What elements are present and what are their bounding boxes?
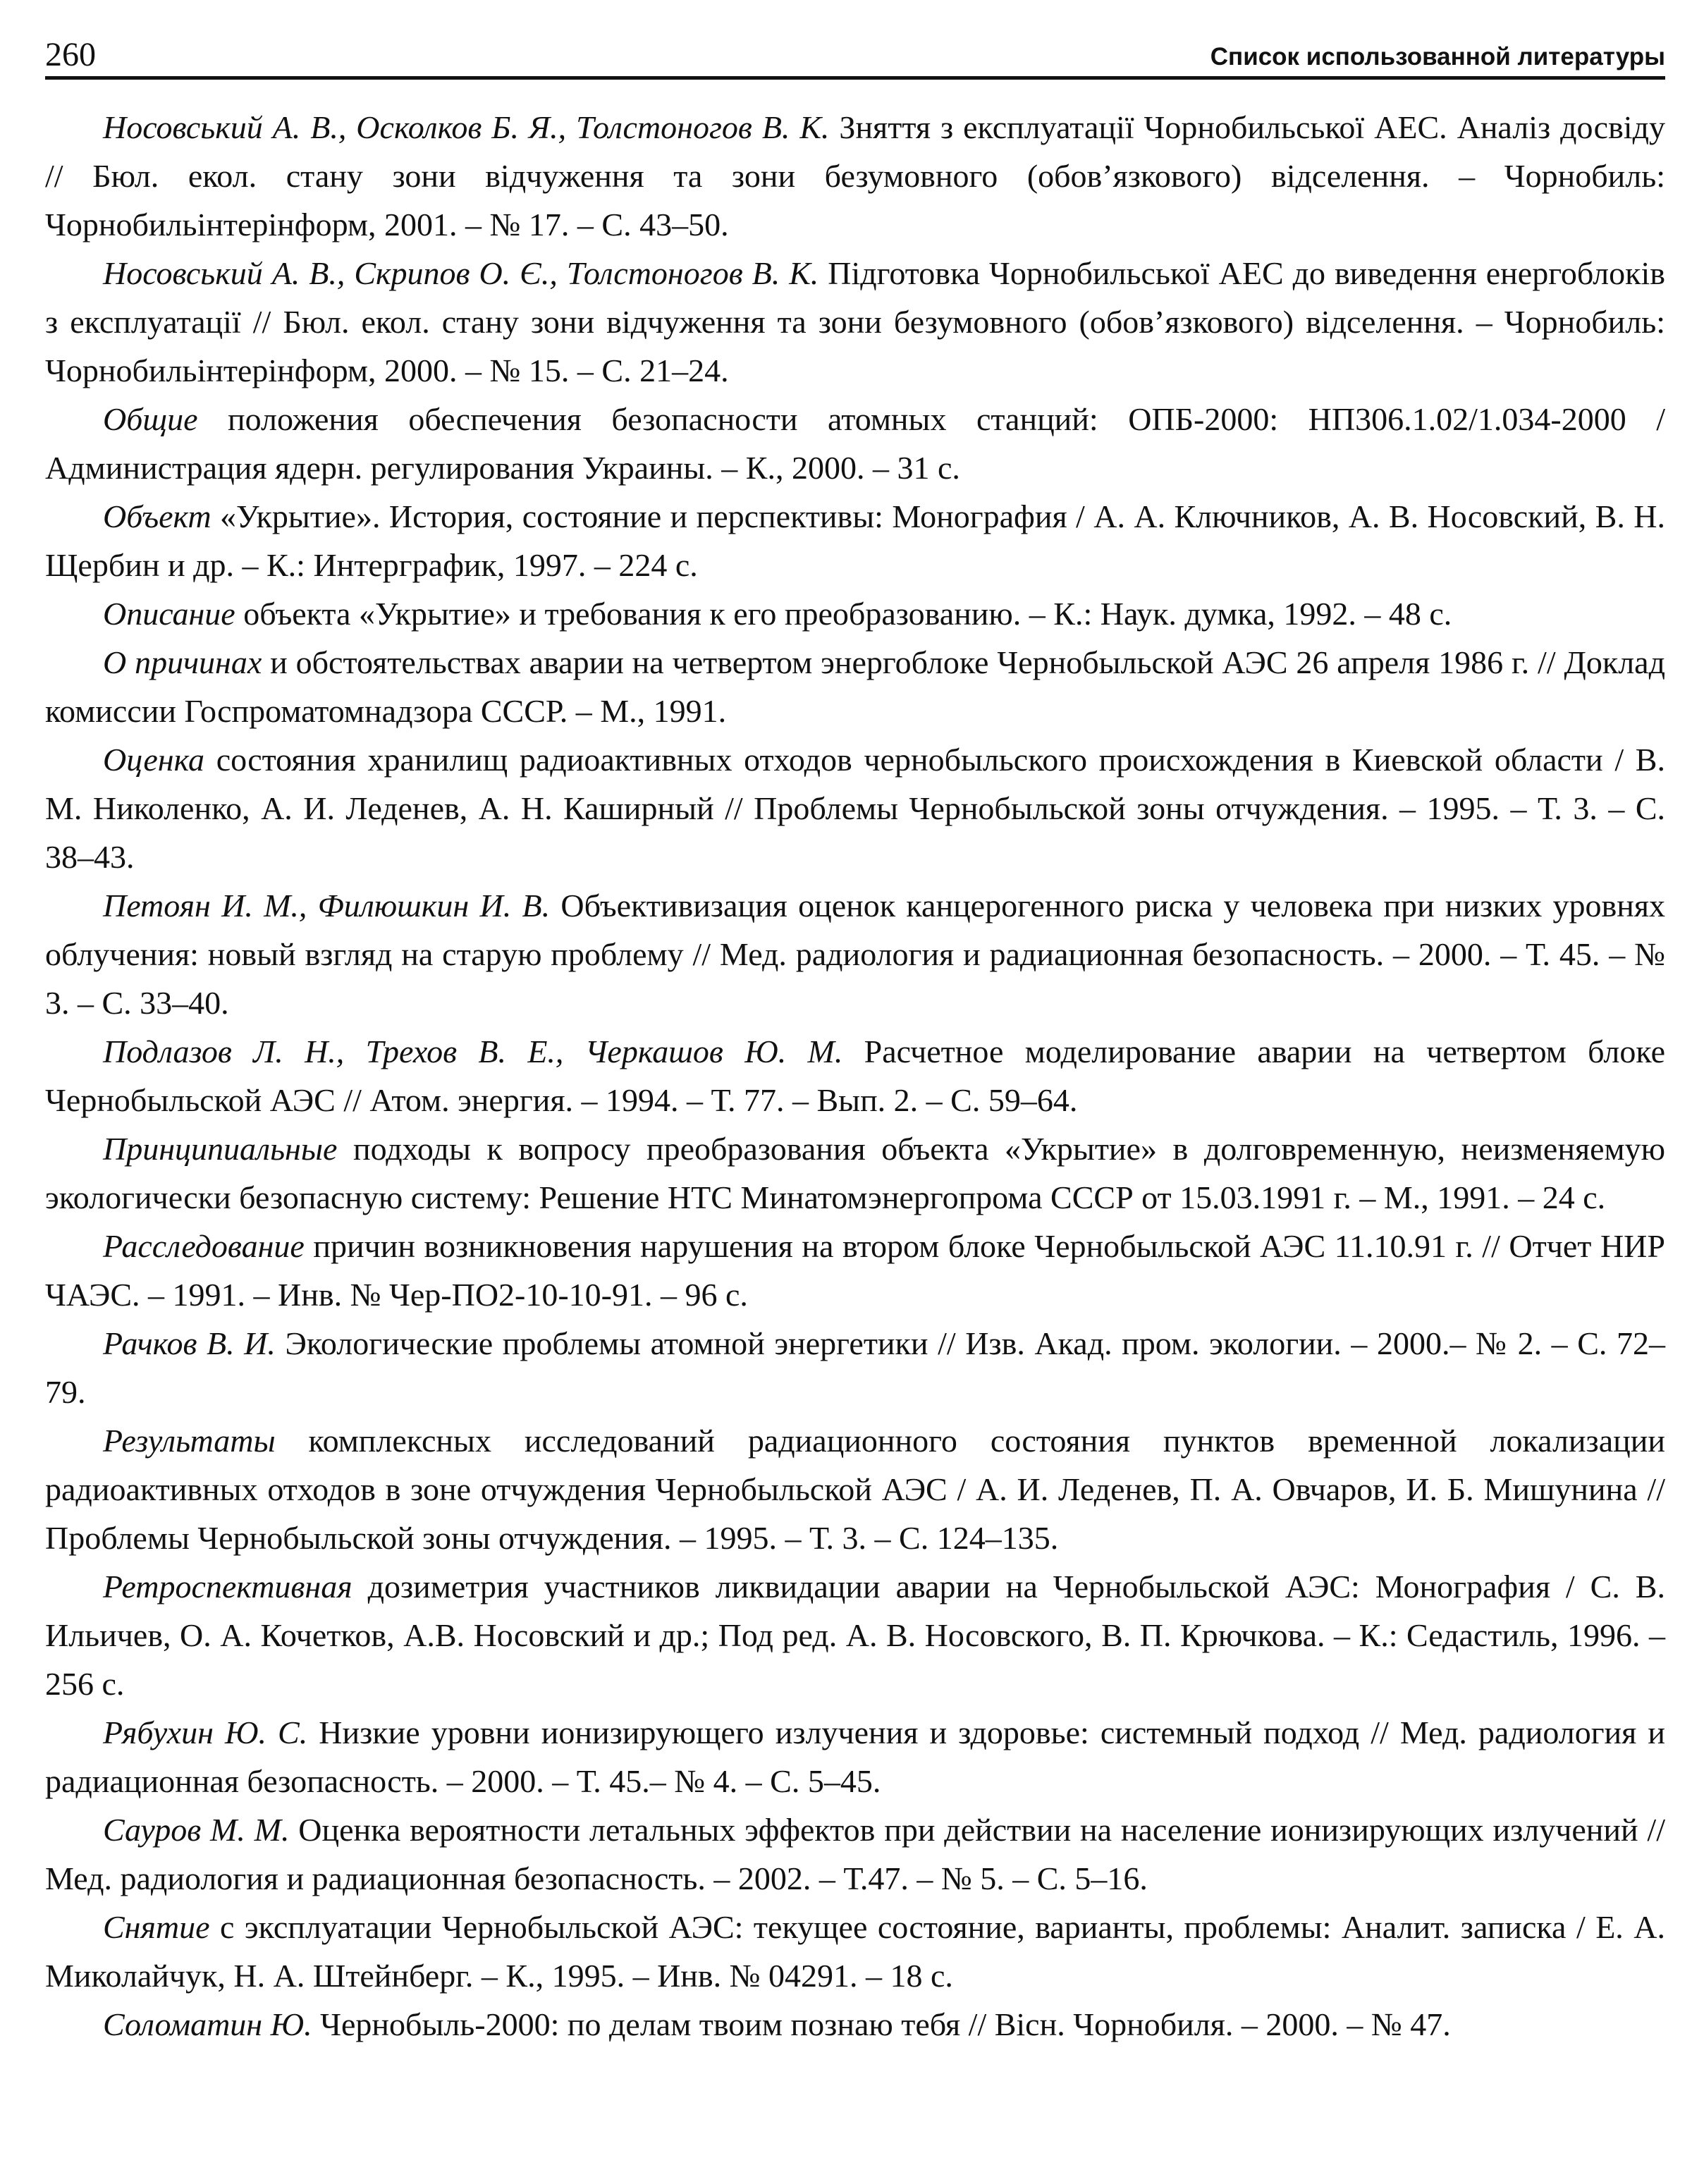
reference-text: Підготовка Чорнобильської АЕС до виведення енергоблоків з експлуатації // Бюл. екол. стану зони відчуження та зони безумовного (обов’язкового) відселення. – Чорнобиль: Чорнобильінтерінформ, 2000. – № 15. – С. 21–24. (45, 255, 1665, 388)
reference-entry (45, 2000, 1665, 2049)
reference-entry (45, 638, 1665, 735)
reference-title-word: Общие (103, 401, 198, 437)
reference-title-word: Объект (103, 498, 212, 534)
reference-authors: Рачков В. И. (103, 1325, 276, 1361)
reference-text: с эксплуатации Чернобыльской АЭС: текущее состояние, варианты, проблемы: Аналит. записка / Е. А. Миколайчук, Н. А. Штейнберг. – К., 1995. – Инв. № 04291. – 18 с. (45, 1909, 1665, 1994)
reference-authors: Подлазов Л. Н., Трехов В. Е., Черкашов Ю. М. (103, 1033, 843, 1069)
reference-entry (45, 1416, 1665, 1562)
reference-text: Оценка вероятности летальных эффектов при действии на население ионизирующих излучений // Мед. радиология и радиационная безопасность. – 2002. – Т.47. – № 5. – С. 5–16. (45, 1812, 1665, 1896)
reference-authors: Соломатин Ю. (103, 2006, 312, 2042)
page-number: 260 (45, 36, 96, 73)
reference-text: Чернобыль-2000: по делам твоим познаю тебя // Вісн. Чорнобиля. – 2000. – № 47. (312, 2006, 1451, 2042)
reference-text: подходы к вопросу преобразования объекта «Укрытие» в долговременную, неизменяемую экологически безопасную систему: Решение НТС Минатомэнергопрома СССР от 15.03.1991 г. – М., 1991. – 24 с. (45, 1131, 1665, 1215)
reference-text: «Укрытие». История, состояние и перспективы: Монография / А. А. Ключников, А. В. Носовский, В. Н. Щербин и др. – К.: Интерграфик, 1997. – 224 с. (45, 498, 1665, 583)
reference-text: Зняття з експлуатації Чорнобильської АЕС. Аналіз досвіду // Бюл. екол. стану зони відчуження та зони безумовного (обов’язкового) відселення. – Чорнобиль: Чорнобильінтерінформ, 2001. – № 17. – С. 43–50. (45, 109, 1665, 243)
reference-entry (45, 395, 1665, 492)
reference-text: объекта «Укрытие» и требования к его преобразованию. – К.: Наук. думка, 1992. – 48 с. (235, 596, 1452, 632)
reference-entry (45, 249, 1665, 395)
reference-text: Объективизация оценок канцерогенного риска у человека при низких уровнях облучения: новый взгляд на старую проблему // Мед. радиология и радиационная безопасность. – 2000. – Т. 45. – № 3. – С. 33–40. (45, 888, 1666, 1021)
reference-text: дозиметрия участников ликвидации аварии на Чернобыльской АЭС: Монография / С. В. Ильичев, О. А. Кочетков, А.В. Носовский и др.; Под ред. А. В. Носовского, В. П. Крючкова. – К.: Седастиль, 1996. – 256 с. (45, 1569, 1665, 1702)
running-title: Список использованной литературы (1210, 43, 1665, 70)
reference-entry (45, 1124, 1665, 1222)
reference-entry (45, 1222, 1665, 1319)
reference-entry (45, 589, 1665, 638)
reference-text: Низкие уровни ионизирующего излучения и здоровье: системный подход // Мед. радиология и радиационная безопасность. – 2000. – Т. 45.– № 4. – С. 5–45. (45, 1714, 1666, 1799)
reference-entry (45, 1708, 1665, 1805)
reference-entry (45, 103, 1665, 249)
reference-text: комплексных исследований радиационного состояния пунктов временной локализации радиоактивных отходов в зоне отчуждения Чернобыльской АЭС / А. И. Леденев, П. А. Овчаров, И. Б. Мишунина // Проблемы Чернобыльской зоны отчуждения. – 1995. – Т. 3. – С. 124–135. (45, 1423, 1665, 1556)
reference-entry (45, 1903, 1665, 2000)
reference-entry (45, 735, 1665, 881)
reference-authors: Рябухин Ю. С. (103, 1714, 308, 1750)
page-header (45, 20, 1665, 80)
reference-authors: Петоян И. М., Филюшкин И. В. (103, 888, 551, 924)
reference-title-word: Расследование (103, 1228, 305, 1264)
reference-entry (45, 492, 1665, 589)
reference-text: состояния хранилищ радиоактивных отходов чернобыльского происхождения в Киевской области / В. М. Николенко, А. И. Леденев, А. Н. Каширный // Проблемы Чернобыльской зоны отчуждения. – 1995. – Т. 3. – С. 38–43. (45, 742, 1665, 875)
reference-entry (45, 1027, 1665, 1124)
reference-entry (45, 1805, 1665, 1903)
reference-title-word: О причинах (103, 644, 262, 680)
reference-authors: Носовський А. В., Скрипов О. Є., Толстоногов В. К. (103, 255, 819, 291)
reference-entry (45, 1319, 1665, 1416)
reference-authors: Носовський А. В., Осколков Б. Я., Толстоногов В. К. (103, 109, 830, 145)
reference-title-word: Описание (103, 596, 235, 632)
reference-text: и обстоятельствах аварии на четвертом энергоблоке Чернобыльской АЭС 26 апреля 1986 г. // Доклад комиссии Госпроматомнадзора СССР. – М., 1991. (45, 644, 1665, 729)
reference-entry (45, 881, 1665, 1027)
reference-title-word: Ретроспективная (103, 1569, 352, 1605)
reference-title-word: Принципиальные (103, 1131, 338, 1167)
reference-text: положения обеспечения безопасности атомных станций: ОПБ-2000: НП306.1.02/1.034-2000 / Администрация ядерн. регулирования Украины. – К., 2000. – 31 с. (45, 401, 1665, 486)
reference-entry (45, 1562, 1665, 1708)
reference-title-word: Оценка (103, 742, 204, 778)
reference-title-word: Результаты (103, 1423, 276, 1459)
reference-authors: Сауров М. М. (103, 1812, 290, 1848)
reference-text: Экологические проблемы атомной энергетики // Изв. Акад. пром. экологии. – 2000.– № 2. – С. 72–79. (45, 1325, 1665, 1410)
reference-text: причин возникновения нарушения на втором блоке Чернобыльской АЭС 11.10.91 г. // Отчет НИР ЧАЭС. – 1991. – Инв. № Чер-ПО2-10-10-91. – 96 с. (45, 1228, 1665, 1313)
reference-text: Расчетное моделирование аварии на четвертом блоке Чернобыльской АЭС // Атом. энергия. – 1994. – Т. 77. – Вып. 2. – С. 59–64. (45, 1033, 1665, 1118)
reference-title-word: Снятие (103, 1909, 210, 1945)
reference-list (45, 103, 1665, 2049)
